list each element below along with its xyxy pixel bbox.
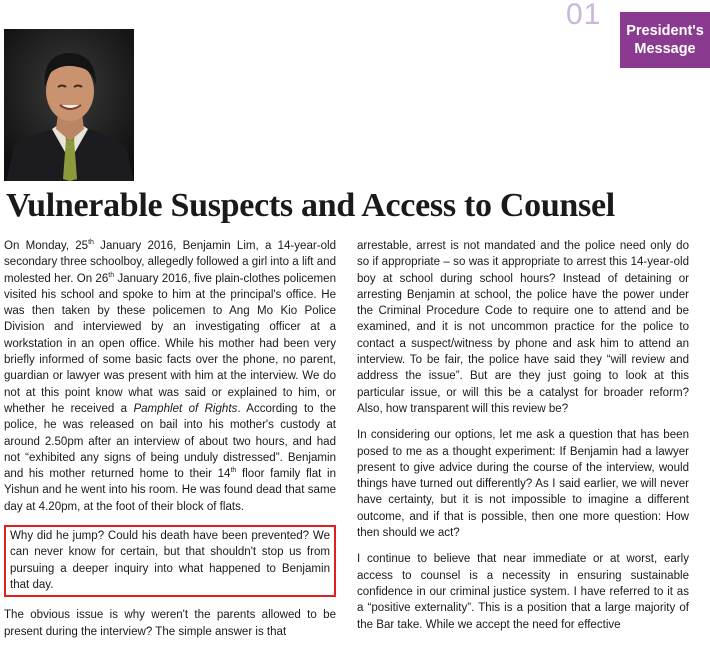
page-number: 01 [566, 0, 602, 31]
italic-title: Pamphlet of Rights [133, 402, 238, 415]
article-column-right [357, 238, 689, 643]
superscript: th [230, 467, 237, 475]
text-run: . According to the police, he was released on bail into his mother's custody at around 2.50pm after an interview of about two hours, and had not “exhibited any signs of being unduly distressed”. Benjamin and his mother returned home to their 14 [4, 402, 336, 481]
paragraph-access-to-counsel: I continue to believe that near immediate or at worst, early access to counsel is a necessity in ensuring sustainable confidence in our criminal justice system. I have referred to it as a “positive externality”. This is a position that a large majority of the Bar take. While we accept the need for effective [357, 553, 689, 631]
section-tab-line2: Message [634, 41, 696, 57]
highlighted-paragraph: Why did he jump? Could his death have been prevented? We can never know for certain, but that shouldn't stop us from pursuing a deeper inquiry into what happened to Benjamin that day. [4, 525, 336, 597]
paragraph-arrest: arrestable, arrest is not mandated and the police need only do so if appropriate – so was it appropriate to arrest this 14-year-old boy at school during school hours? Instead of detaining or arresting Benjamin at school, the police have the power under the Criminal Procedure Code to require one to attend and be examined, and it is not uncommon practice for the police to contact a suspect/witness by phone and ask him to attend an interview. To be fair, the police have said they “will review and address the issue”. But are they just going to look at this particular issue, or will this be a catalyst for broader reform? Also, how transparent will this review be? [357, 240, 689, 415]
superscript: th [88, 239, 94, 247]
text-run: January 2016, Benjamin Lim, a 14-year-old secondary three schoolboy, allegedly followed a girl into a lift and molested her. On 26 [4, 240, 336, 285]
text-run: floor family flat in Yishun and he went into his room. He was found dead that same day at 4.20pm, at the foot of their block of flats. [4, 468, 337, 513]
paragraph-thought-experiment: In considering our options, let me ask a question that has been posed to me as a thought experiment: If Benjamin had a lawyer present to give advice during the course of the interview, would things have turned out differently? As I said earlier, we will never have certainty, but it is not impossible to imagine a different outcome, and if that is possible, then one more question: How then should we act? [357, 429, 689, 540]
superscript: th [108, 271, 115, 279]
president-portrait [4, 29, 134, 181]
paragraph-intro [4, 238, 336, 515]
text-run: On Monday, 25 [4, 240, 89, 252]
text-run: January 2016, five plain-clothes policemen visited his school and spoke to him at the principal's office. He was then taken by these policemen to Ang Mo Kio Police Division and interviewed by an investigating officer at a workstation in an open office. While his mother had been very briefly informed of some basic facts over the phone, no parent, guardian or lawyer was present with him at the interview. We do not at this point know what was said or explained to him, or whether he received a [4, 272, 337, 415]
portrait-illustration [4, 29, 134, 181]
paragraph-parents-issue: The obvious issue is why weren't the parents allowed to be present during the interview? The simple answer is that [4, 609, 336, 638]
section-tab [620, 12, 710, 68]
article-column-left [4, 238, 336, 650]
section-tab-line1: President's [626, 23, 704, 39]
article-title: Vulnerable Suspects and Access to Counsel [6, 187, 615, 224]
